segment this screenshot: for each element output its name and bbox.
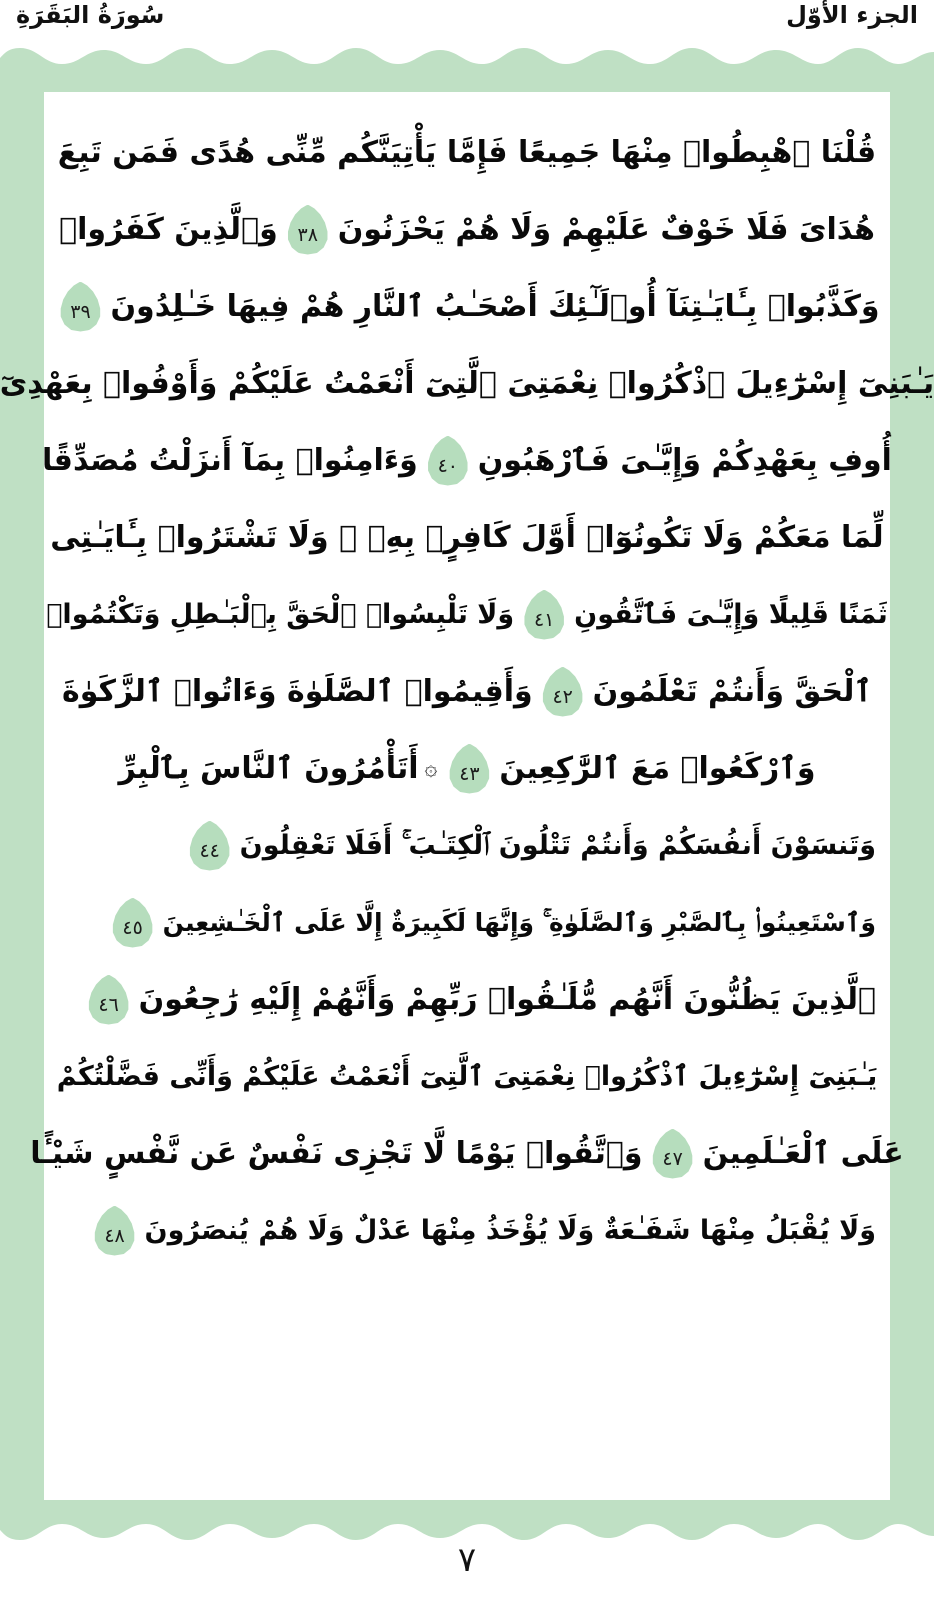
ayah-text-segment: ٱلَّذِينَ يَظُنُّونَ أَنَّهُم مُّلَـٰقُوا۟ رَبِّهِمْ وَأَنَّهُمْ إِلَيْهِ رَٰجِعُونَ [138,981,876,1017]
ayah-line [48,1038,886,1115]
ayah-text-segment: وَلَا تَلْبِسُوا۟ ٱلْحَقَّ بِٱلْبَـٰطِلِ وَتَكْتُمُوا۟ [46,599,515,630]
ayah-line [48,499,886,576]
ayah-line [48,1192,886,1269]
ayah-number-marker[interactable] [189,821,231,871]
surah-title: سُورَةُ البَقَرَةِ [16,1,165,29]
ayah-text-segment: وَكَذَّبُوا۟ بِـَٔايَـٰتِنَآ أُو۟لَـٰٓئِكَ أَصْحَـٰبُ ٱلنَّارِ هُمْ فِيهَا خَـٰلِدُونَ [110,288,880,324]
ayah-line [48,961,886,1038]
ayah-number-label: ٤١ [533,608,555,631]
ayah-number-marker[interactable] [427,436,469,486]
ayah-text-segment: ثَمَنًا قَلِيلًا وَإِيَّـٰىَ فَٱتَّقُونِ [574,599,888,630]
ayah-text-segment: وَٱسْتَعِينُوا۟ بِٱلصَّبْرِ وَٱلصَّلَوٰةِ ۚ وَإِنَّهَا لَكَبِيرَةٌ إِلَّا عَلَى ٱلْخَـٰشِعِينَ [162,908,876,937]
running-head [0,0,934,42]
ayah-text-segment: أَتَأْمُرُونَ ٱلنَّاسَ بِٱلْبِرِّ [118,750,419,786]
ayah-lines-container [0,96,934,1496]
ayah-line [48,653,886,730]
ayah-number-marker[interactable] [542,667,584,717]
ayah-number-label: ٣٩ [70,300,91,323]
ayah-number-label: ٤٣ [459,762,480,785]
ayah-text-segment: أُوفِ بِعَهْدِكُمْ وَإِيَّـٰىَ فَٱرْهَبُونِ [477,442,892,478]
ayah-number-label: ٤٢ [552,685,573,708]
ayah-number-label: ٤٧ [662,1147,683,1170]
ayah-text-segment: وَٱرْكَعُوا۟ مَعَ ٱلرَّٰكِعِينَ [499,750,816,786]
ayah-line [48,807,886,884]
ayah-number-marker[interactable] [59,282,101,332]
ayah-text-segment: قُلْنَا ٱهْبِطُوا۟ مِنْهَا جَمِيعًا فَإِمَّا يَأْتِيَنَّكُم مِّنِّى هُدًى فَمَن تَبِعَ [57,134,877,170]
ayah-number-marker[interactable] [94,1206,136,1256]
ayah-number-label: ٤٨ [104,1224,125,1247]
ayah-text-segment: وَتَنسَوْنَ أَنفُسَكُمْ وَأَنتُمْ تَتْلُونَ ٱلْكِتَـٰبَ ۚ أَفَلَا تَعْقِلُونَ [239,830,876,861]
ayah-text-segment: عَلَى ٱلْعَـٰلَمِينَ [702,1135,904,1171]
ayah-line [48,191,886,268]
ayah-text-segment: وَٱتَّقُوا۟ يَوْمًا لَّا تَجْزِى نَفْسٌ عَن نَّفْسٍ شَيْـًٔا [30,1135,643,1171]
ayah-text-segment: هُدَاىَ فَلَا خَوْفٌ عَلَيْهِمْ وَلَا هُمْ يَحْزَنُونَ [337,211,875,247]
ruku-sign-icon: ۞ [424,756,438,781]
ayah-number-marker[interactable] [448,744,490,794]
ayah-number-marker[interactable] [652,1129,694,1179]
ayah-line [48,884,886,961]
ayah-text-segment: وَأَقِيمُوا۟ ٱلصَّلَوٰةَ وَءَاتُوا۟ ٱلزَّكَوٰةَ [62,673,533,709]
ayah-number-label: ٣٨ [297,223,318,246]
ayah-number-label: ٤٦ [98,993,119,1016]
ayah-line [48,730,886,807]
ayah-line [48,268,886,345]
ayah-text-segment: وَلَا يُقْبَلُ مِنْهَا شَفَـٰعَةٌ وَلَا يُؤْخَذُ مِنْهَا عَدْلٌ وَلَا هُمْ يُنصَرُونَ [144,1215,876,1246]
ayah-text-segment: يَـٰبَنِىٓ إِسْرَٰٓءِيلَ ٱذْكُرُوا۟ نِعْمَتِىَ ٱلَّتِىٓ أَنْعَمْتُ عَلَيْكُمْ وَأَوْفُوا۟ بِعَهْدِىٓ [0,365,934,401]
ayah-line [0,345,934,422]
ayah-text-segment: يَـٰبَنِىٓ إِسْرَٰٓءِيلَ ٱذْكُرُوا۟ نِعْمَتِىَ ٱلَّتِىٓ أَنْعَمْتُ عَلَيْكُمْ وَأَنِّى فَضَّلْتُكُمْ [56,1061,878,1092]
ayah-number-marker[interactable] [88,975,130,1025]
ayah-text-segment: وَٱلَّذِينَ كَفَرُوا۟ [59,211,278,247]
ayah-number-label: ٤٤ [199,839,220,862]
ayah-line [48,114,886,191]
juz-title: الجزء الأوّل [786,1,918,29]
ayah-text-segment: وَءَامِنُوا۟ بِمَآ أَنزَلْتُ مُصَدِّقًا [42,442,418,478]
ayah-line [42,422,892,499]
ayah-number-marker[interactable] [523,590,565,640]
ayah-number-label: ٤٠ [437,454,459,477]
ayah-text-segment: ٱلْحَقَّ وَأَنتُمْ تَعْلَمُونَ [592,673,872,709]
ayah-line [30,1115,904,1192]
ayah-number-marker[interactable] [112,898,154,948]
ayah-text-segment: لِّمَا مَعَكُمْ وَلَا تَكُونُوٓا۟ أَوَّلَ كَافِرٍۭ بِهِۦ ۖ وَلَا تَشْتَرُوا۟ بِـَٔايَـٰتِى [50,519,884,555]
ayah-number-marker[interactable] [287,205,329,255]
ayah-number-label: ٤٥ [122,916,143,939]
page-number: ٧ [457,1540,477,1580]
ayah-line [48,576,886,653]
